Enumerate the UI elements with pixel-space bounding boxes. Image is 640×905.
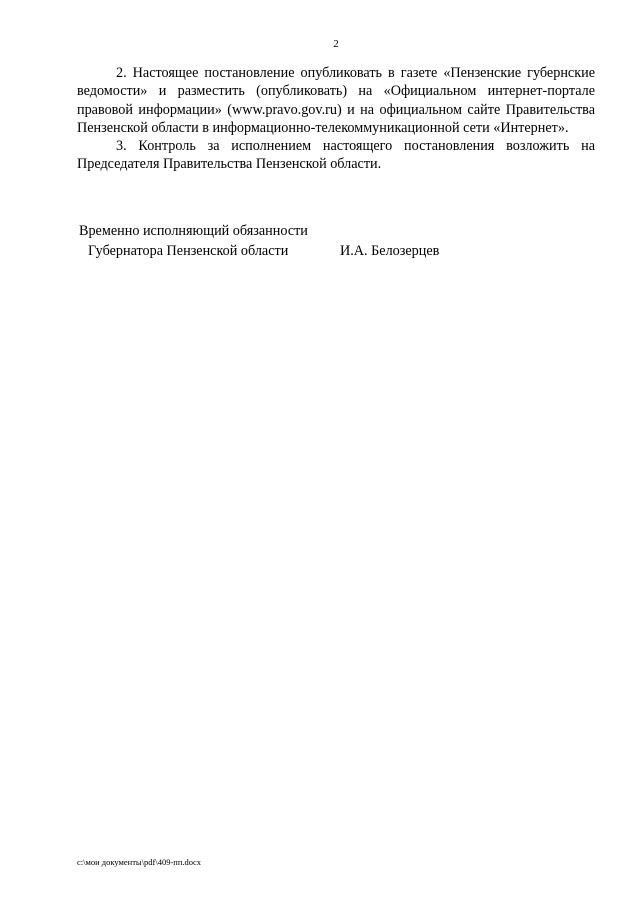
signature-block: [79, 221, 499, 261]
paragraph-control: 3. Контроль за исполнением настоящего постановления возложить на Председателя Правительства Пензенской области.: [77, 138, 595, 173]
paragraph-publication: 2. Настоящее постановление опубликовать в газете «Пензенские губернские ведомости» и разместить (опубликовать) на «Официальном интернет-портале правовой информации» (www.pravo.gov.ru) и на официальном сайте Правительства Пензенской области в информационно-телекоммуникационной сети «Интернет».: [77, 65, 595, 136]
file-path-footer: c:\мои документы\pdf\409-пп.docx: [77, 857, 202, 867]
document-body: [77, 64, 595, 174]
signature-position-line1: Временно исполняющий обязанности: [79, 223, 308, 239]
signature-position-line2: Губернатора Пензенской области: [88, 243, 289, 259]
signatory-name: И.А. Белозерцев: [340, 243, 440, 259]
signature-line2: [79, 241, 499, 261]
page-number: 2: [333, 38, 339, 50]
